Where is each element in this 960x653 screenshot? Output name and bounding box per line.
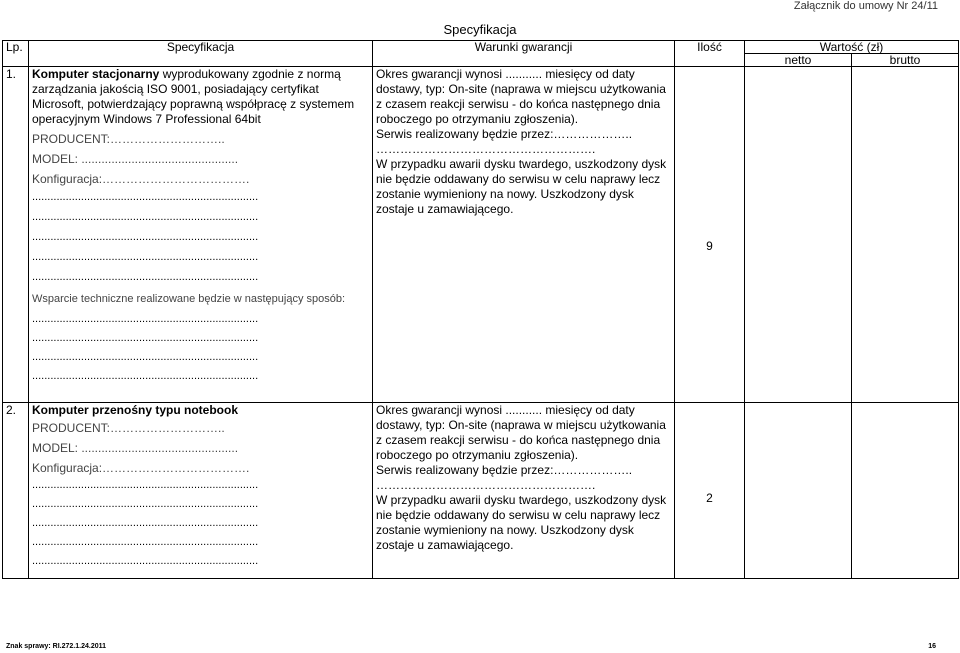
config-line: .......................................................................... <box>32 498 259 510</box>
table-row <box>3 67 959 403</box>
product-details: wyprodukowany zgodnie z normą zarządzania jakością ISO 9001, posiadający certyfikat Microsoft, potwierdzający poprawną współpracę z systemem operacyjnym Windows 7 Professional 64bit <box>32 67 355 126</box>
config-line: .......................................................................... <box>32 191 259 203</box>
header-row <box>3 41 959 54</box>
header-lp: Lp. <box>3 41 29 67</box>
annex-label: Załącznik do umowy Nr 24/11 <box>793 0 938 12</box>
row-quantity <box>675 403 745 579</box>
footer <box>6 643 936 650</box>
warranty-disk-policy: W przypadku awarii dysku twardego, uszkodzony dysk nie będzie oddawany do serwisu w celu naprawy lecz zostanie wymieniony na nowy. Uszkodzony dysk zostaje u zamawiającego. <box>376 157 667 216</box>
model-field: MODEL: ............................................... <box>32 152 239 166</box>
support-line: .......................................................................... <box>32 332 259 344</box>
support-line: .......................................................................... <box>32 351 259 363</box>
producer-field: PRODUCENT:……………………….. <box>32 421 225 435</box>
config-line: .......................................................................... <box>32 231 259 243</box>
row-lp: 2. <box>3 403 29 579</box>
row-lp: 1. <box>3 67 29 403</box>
warranty-service-line: ………………………………………………. <box>376 478 596 492</box>
config-line: .......................................................................... <box>32 271 259 283</box>
header-warranty: Warunki gwarancji <box>373 41 675 67</box>
producer-field: PRODUCENT:……………………….. <box>32 132 225 146</box>
config-line: .......................................................................... <box>32 536 259 548</box>
header-specification: Specyfikacja <box>29 41 373 67</box>
row-netto <box>745 67 852 403</box>
case-reference: Znak sprawy: RI.272.1.24.2011 <box>6 643 107 650</box>
config-line: .......................................................................... <box>32 251 259 263</box>
page-number: 16 <box>928 643 936 650</box>
header-brutto: brutto <box>852 54 959 67</box>
support-line: .......................................................................... <box>32 313 259 325</box>
header-value: Wartość (zł) <box>745 41 959 54</box>
table-row <box>3 403 959 579</box>
warranty-disk-policy: W przypadku awarii dysku twardego, uszkodzony dysk nie będzie oddawany do serwisu w celu naprawy lecz zostanie wymieniony na nowy. Uszkodzony dysk zostaje u zamawiającego. <box>376 493 667 552</box>
warranty-terms: Okres gwarancji wynosi ........... miesięcy od daty dostawy, typ: On-site (naprawa w miejscu użytkowania z czasem reakcji serwisu - do końca następnego dnia roboczego po otrzymaniu zgłoszenia). <box>376 67 666 126</box>
specification-table <box>2 40 959 579</box>
product-name: Komputer przenośny typu notebook <box>32 403 239 417</box>
row-brutto <box>852 67 959 403</box>
warranty-service-line: ………………………………………………. <box>376 142 596 156</box>
config-line: .......................................................................... <box>32 517 259 529</box>
config-line: .......................................................................... <box>32 479 259 491</box>
product-name: Komputer stacjonarny <box>32 67 160 81</box>
warranty-service: Serwis realizowany będzie przez:……………….. <box>376 463 633 477</box>
row-warranty <box>373 403 675 579</box>
config-field: Konfiguracja:………………………………. <box>32 461 250 475</box>
quantity-value: 2 <box>706 491 713 505</box>
config-line: .......................................................................... <box>32 555 259 567</box>
quantity-value: 9 <box>706 239 713 253</box>
model-field: MODEL: ............................................... <box>32 441 239 455</box>
row-specification <box>29 403 373 579</box>
header-quantity: Ilość <box>675 41 745 67</box>
row-netto <box>745 403 852 579</box>
support-label: Wsparcie techniczne realizowane będzie w następujący sposób: <box>32 293 346 305</box>
row-specification <box>29 67 373 403</box>
header-netto: netto <box>745 54 852 67</box>
page-title: Specyfikacja <box>443 22 517 37</box>
warranty-service: Serwis realizowany będzie przez:……………….. <box>376 127 633 141</box>
row-brutto <box>852 403 959 579</box>
product-description <box>32 67 369 127</box>
row-warranty <box>373 67 675 403</box>
config-field: Konfiguracja:………………………………. <box>32 172 250 186</box>
row-quantity <box>675 67 745 403</box>
warranty-terms: Okres gwarancji wynosi ........... miesięcy od daty dostawy, typ: On-site (naprawa w miejscu użytkowania z czasem reakcji serwisu - do końca następnego dnia roboczego po otrzymaniu zgłoszenia). <box>376 403 666 462</box>
config-line: .......................................................................... <box>32 211 259 223</box>
support-line: .......................................................................... <box>32 370 259 382</box>
